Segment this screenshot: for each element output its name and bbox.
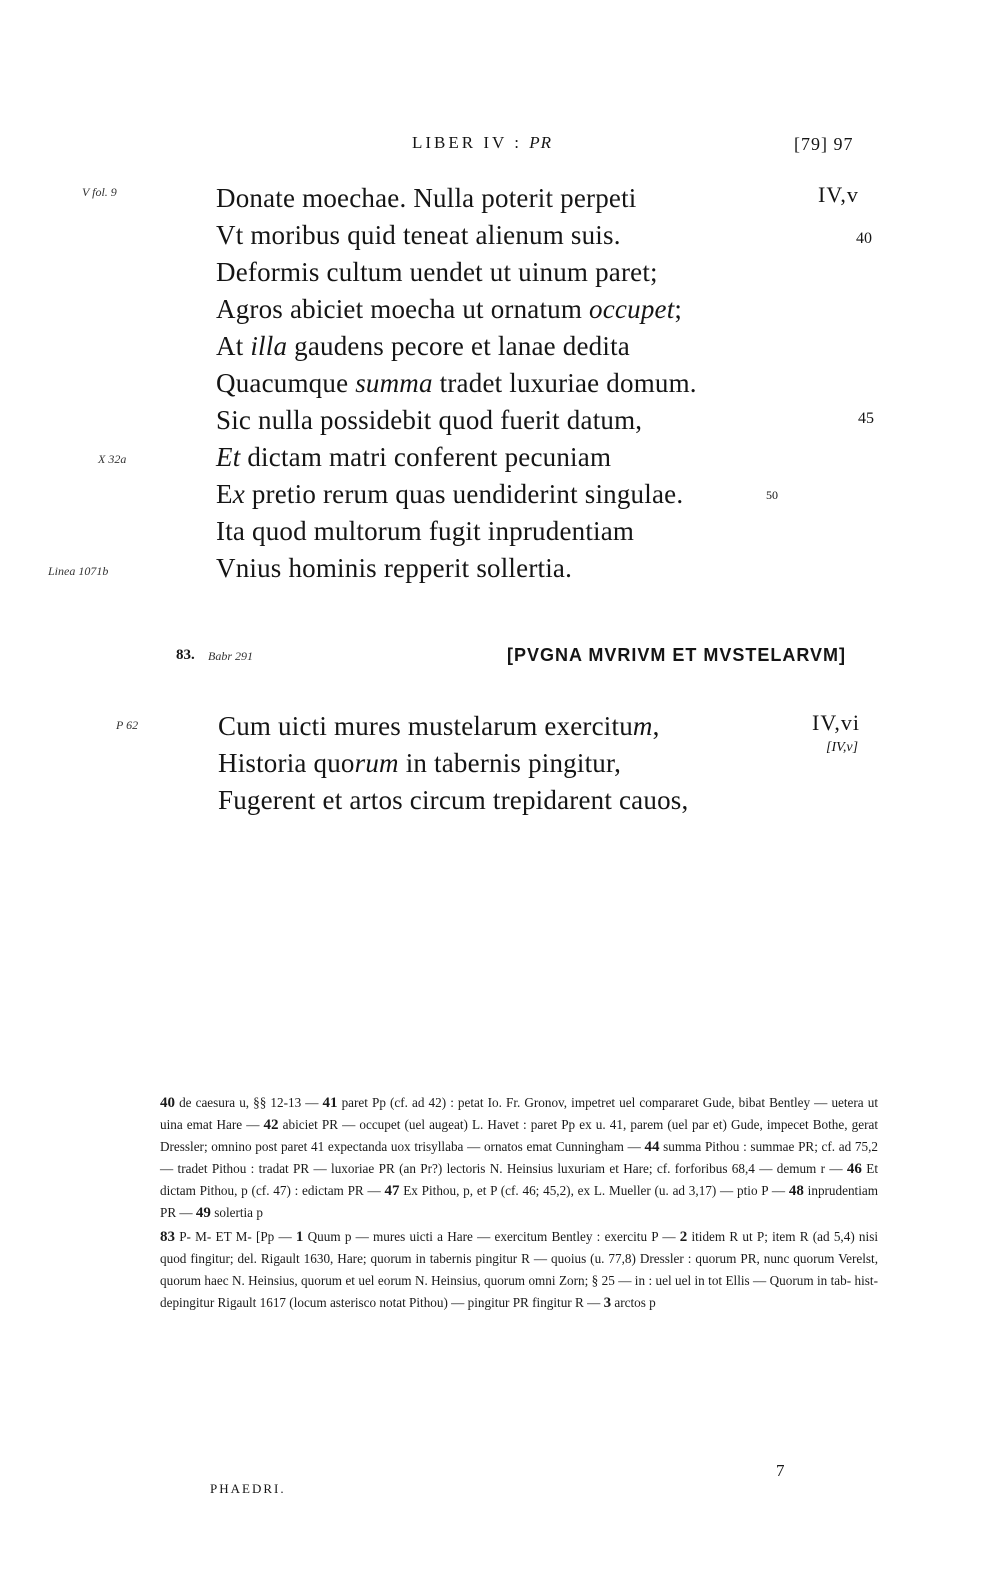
verse-line: Ex pretio rerum quas uendiderint singulae. [216, 479, 684, 509]
verse-line: Quacumque summa tradet luxuriae domum. [216, 368, 697, 398]
verse-line: Agros abiciet moecha ut ornatum occupet; [216, 294, 683, 324]
verse-line: At illa gaudens pecore et lanae dedita [216, 331, 630, 361]
margin-note-p62: P 62 [116, 718, 139, 732]
apparatus-line-ref: 42 [263, 1117, 279, 1133]
apparatus-paragraph: 83 P- M- ET M- [Pp — 1 Quum p — mures uicti a Hare — exercitum Bentley : exercitu P — 2 itidem R ut P; item R (ad 5,4) nisi quod fingitur; del. Rigault 1630, Hare; quorum in tabernis pingitur R — quoius (u. 77,8) Dressler : quorum PR, nunc quorum Verelst, quorum haec N. Heinsius, quorum et uel eorum N. Heinsius, quorum omni Zorn; § 25 — in : uel uel in tot Ellis — Quorum in tab- hist- depingitur Rigault 1617 (locum asterisco notat Pithou) — pingitur PR fingitur R — 3 arctos p [160, 1229, 878, 1311]
apparatus-paragraph: 40 de caesura u, §§ 12-13 — 41 paret Pp (cf. ad 42) : petat Io. Fr. Gronov, impetret uel compararet Gude, bibat Bentley — uetera ut uina emat Hare — 42 abiciet PR — occupet (uel augeat) L. Havet : paret Pp ex u. 41, parem (uel par et) Gude, impecet Bothe, gerat Dressler; omnino post paret 41 expectanda uox trisyllaba — ornatos emat Cunningham — 44 summa Pithou : summae PR; cf. ad 75,2 — tradet Pithou : tradat PR — luxoriae PR (an Pr?) lectoris N. Heinsius luxuriam et Hare; cf. forforibus 68,4 — demum r — 46 Et dictam Pithou, p (cf. 47) : edictam PR — 47 Ex Pithou, p, et P (cf. 46; 45,2), ex L. Mueller (u. ad 3,17) — ptio P — 48 inprudentiam PR — 49 solertia p [160, 1095, 879, 1221]
apparatus-line-ref: 47 [384, 1183, 400, 1199]
verse-line: Sic nulla possidebit quod fuerit datum, [216, 405, 643, 435]
apparatus-line-ref: 44 [644, 1139, 660, 1155]
running-title-siglum: PR [529, 133, 552, 152]
apparatus-line-ref: 49 [195, 1205, 211, 1221]
fable-section-ref-alt: [IV,v] [826, 740, 859, 755]
verse-line: Deformis cultum uendet ut uinum paret; [216, 257, 658, 287]
apparatus-line-ref: 2 [679, 1229, 688, 1245]
fable-number: 83. [176, 647, 195, 663]
signature-mark: PHAEDRI. [210, 1481, 286, 1496]
apparatus-line-ref: 46 [846, 1161, 862, 1177]
verse-line: Vnius hominis repperit sollertia. [216, 553, 573, 583]
apparatus-line-ref: 41 [322, 1095, 338, 1111]
apparatus-line-ref: 1 [295, 1229, 304, 1245]
margin-note-x32: X 32a [98, 452, 127, 466]
running-title-main: LIBER IV : [412, 133, 530, 152]
verse-block-iv-vi [218, 708, 688, 819]
fable-source: Babr 291 [208, 649, 253, 663]
fable-title: [PVGNA MVRIVM ET MVSTELARVM] [507, 645, 847, 665]
line-number-50: 50 [766, 488, 778, 502]
line-number-45: 45 [858, 410, 874, 427]
verse-line: Ita quod multorum fugit inprudentiam [216, 516, 635, 546]
verse-block-iv-v [216, 180, 697, 587]
apparatus-line-ref: 3 [603, 1295, 612, 1311]
fable-verse-line: Cum uicti mures mustelarum exercitum, [218, 711, 660, 741]
apparatus-line-ref: 83 [160, 1229, 175, 1245]
margin-note-fol: V fol. 9 [82, 185, 117, 199]
verse-line: Et dictam matri conferent pecuniam [216, 442, 612, 472]
line-number-40: 40 [856, 230, 872, 247]
fable-verse-line: Fugerent et artos circum trepidarent cauos, [218, 785, 689, 815]
fable-section-ref: IV,vi [812, 710, 860, 735]
margin-note-linea: Linea 1071b [48, 564, 109, 578]
apparatus-line-ref: 48 [788, 1183, 804, 1199]
sheet-number: 7 [776, 1461, 785, 1480]
verse-line: Donate moechae. Nulla poterit perpeti [216, 183, 637, 213]
apparatus-line-ref: 40 [160, 1095, 175, 1111]
critical-apparatus [160, 1092, 878, 1314]
book-section-ref: IV,v [818, 182, 859, 207]
fable-verse-line: Historia quorum in tabernis pingitur, [218, 748, 622, 778]
verse-line: Vt moribus quid teneat alienum suis. [216, 220, 621, 250]
page-number: [79] 97 [794, 134, 854, 154]
running-title [412, 133, 552, 153]
